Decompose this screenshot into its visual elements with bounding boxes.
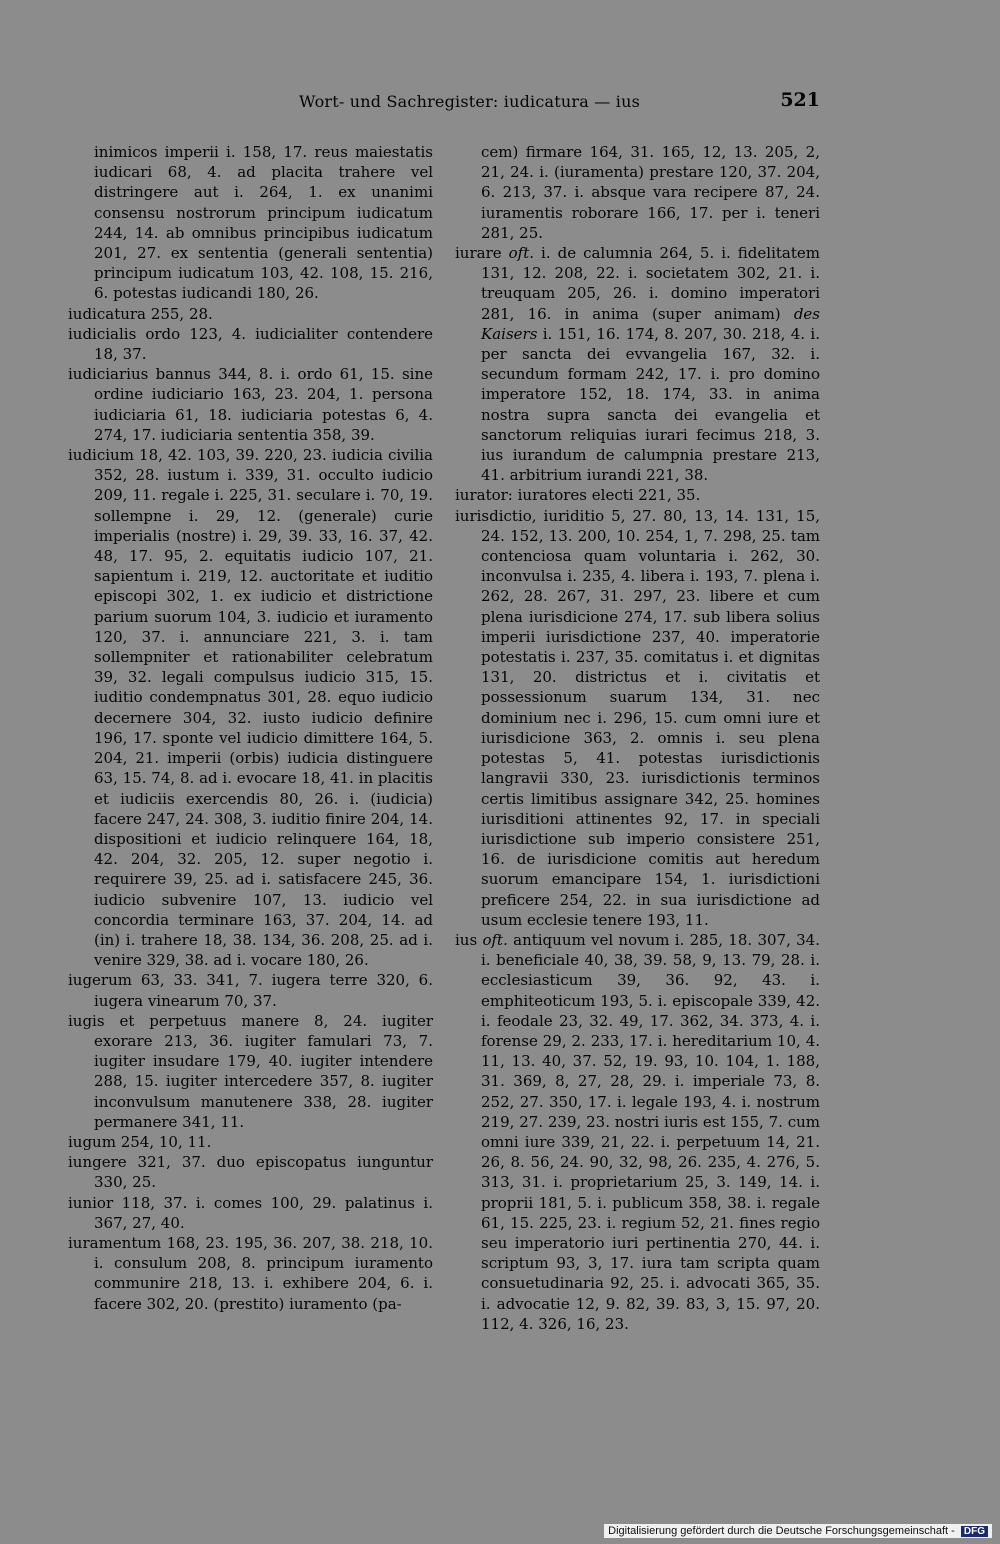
index-entry: iungere 321, 37. duo episcopatus iunguntur 330, 25. [68, 1153, 433, 1192]
dfg-logo-icon: DFG [961, 1526, 988, 1537]
index-column-right [455, 142, 820, 1334]
page-number: 521 [780, 89, 820, 111]
index-entry: inimicos imperii i. 158, 17. reus maiestatis iudicari 68, 4. ad placita trahere vel distringere aut i. 264, 1. ex unanimi consensu nostrorum principum iudicatum 244, 14. ab omnibus principibus iudicatum 201, 27. ex sententia (generali sententia) principum iudicatum 103, 42. 108, 15. 216, 6. potestas iudicandi 180, 26. [94, 143, 433, 303]
index-entry: iudicium 18, 42. 103, 39. 220, 23. iudicia civilia 352, 28. iustum i. 339, 31. occulto iudicio 209, 11. regale i. 225, 31. seculare i. 70, 19. sollempne i. 29, 12. (generale) curie imperialis (nostre) i. 29, 39. 33, 16. 37, 42. 48, 17. 95, 2. equitatis iudicio 107, 21. sapientum i. 219, 12. auctoritate et iuditio episcopi 302, 1. ex iudicio et districtione parium suorum 104, 3. iudicio et iuramento 120, 37. i. annunciare 221, 3. i. tam sollempniter et rationabiliter celebratum 39, 32. legali compulsus iudicio 315, 15. iuditio condempnatus 301, 28. equo iudicio decernere 304, 32. iusto iudicio definire 196, 17. sponte vel iudicio dimittere 164, 5. 204, 21. imperii (orbis) iudicia distinguere 63, 15. 74, 8. ad i. evocare 18, 41. in placitis et iudiciis exercendis 80, 26. i. (iudicia) facere 247, 24. 308, 3. iuditio finire 204, 14. dispositioni et iudicio relinquere 164, 18, 42. 204, 32. 205, 12. super negotio i. requirere 39, 25. ad i. satisfacere 245, 36. iudicio subvenire 107, 13. iudicio vel concordia terminare 163, 37. 204, 14. ad (in) i. trahere 18, 38. 134, 36. 208, 25. ad i. venire 329, 38. ad i. vocare 180, 26. [68, 446, 433, 970]
index-entry: iudicatura 255, 28. [68, 304, 213, 323]
index-entry: iurisdictio, iuriditio 5, 27. 80, 13, 14. 131, 15, 24. 152, 13. 200, 10. 254, 1, 7. 298, 25. tam contenciosa quam voluntaria i. 262, 30. inconvulsa i. 235, 4. libera i. 193, 7. plena i. 262, 28. 267, 31. 297, 23. libere et cum plena iurisdicione 274, 17. sub libera solius imperii iurisdictione 237, 40. imperatorie potestatis i. 237, 35. comitatus i. et dignitas 131, 20. districtus et i. civitatis et possessionum suarum 134, 31. nec dominium nec i. 296, 15. cum omni iure et iurisdicione 363, 2. omnis i. seu plena potestas 5, 41. potestas iurisdictionis langravii 330, 23. iurisdictionis terminos certis limitibus assignare 342, 25. homines iurisditioni attinentes 92, 17. in speciali iurisdictione sub imperio consistere 251, 16. de iurisdicione comitis aut heredum suorum emancipare 154, 1. iurisdictioni preficere 254, 22. in sua iurisdictione ad usum ecclesie tenere 193, 11. [455, 506, 820, 929]
footer-credit [604, 1524, 992, 1538]
index-entry: cem) firmare 164, 31. 165, 12, 13. 205, 2, 21, 24. i. (iuramenta) prestare 120, 37. 204, 6. 213, 37. i. absque vara recipere 87, 24. iuramentis roborare 166, 17. per i. teneri 281, 25. [481, 143, 820, 242]
running-title: Wort- und Sachregister: iudicatura — ius [299, 92, 640, 111]
index-entry: iugis et perpetuus manere 8, 24. iugiter exorare 213, 36. iugiter famulari 73, 7. iugiter insudare 179, 40. iugiter intendere 288, 15. iugiter intercedere 357, 8. iugiter inconvulsum manutenere 338, 28. iugiter permanere 341, 11. [68, 1011, 433, 1131]
index-column-left [68, 142, 433, 1314]
index-entry: iurare oft. i. de calumnia 264, 5. i. fidelitatem 131, 12. 208, 22. i. societatem 302, 21. i. treuquam 205, 26. i. domino imperatori 281, 16. in anima (super animam) des Kaisers i. 151, 16. 174, 8. 207, 30. 218, 4. i. per sancta dei evvangelia 167, 32. i. secundum formam 242, 17. i. pro domino imperatore 152, 18. 174, 33. in anima nostra supra sancta dei evangelia et sanctorum reliquias iurari fecimus 218, 3. ius iurandum de calumpnia prestare 213, 41. arbitrium iurandi 221, 38. [455, 244, 820, 485]
index-entry: iuramentum 168, 23. 195, 36. 207, 38. 218, 10. i. consulum 208, 8. principum iuramento communire 218, 13. i. exhibere 204, 6. i. facere 302, 20. (prestito) iuramento (pa- [68, 1233, 433, 1313]
index-entry: ius oft. antiquum vel novum i. 285, 18. 307, 34. i. beneficiale 40, 38, 39. 58, 9, 13. 79, 28. i. ecclesiasticum 39, 36. 92, 43. i. emphiteoticum 193, 5. i. episcopale 339, 42. i. feodale 23, 32. 49, 17. 362, 34. 373, 4. i. forense 29, 2. 233, 17. i. hereditarium 10, 4. 11, 13. 40, 37. 52, 19. 93, 10. 104, 1. 188, 31. 369, 8, 27, 28, 29. i. imperiale 73, 8. 252, 27. 350, 17. i. legale 193, 4. i. nostrum 219, 27. 239, 23. nostri iuris est 155, 7. cum omni iure 339, 21, 22. i. perpetuum 14, 21. 26, 8. 56, 24. 90, 32, 98, 26. 235, 4. 276, 5. 313, 31. i. proprietarium 25, 3. 149, 14. i. proprii 181, 5. i. publicum 358, 38. i. regale 61, 15. 225, 23. i. regium 52, 21. fines regio seu imperatorio iuri pertinentia 270, 44. i. scriptum 93, 3, 17. iura tam scripta quam consuetudinaria 92, 25. i. advocati 365, 35. i. advocatie 12, 9. 82, 39. 83, 3, 15. 97, 20. 112, 4. 326, 16, 23. [455, 930, 820, 1333]
index-entry: iugerum 63, 33. 341, 7. iugera terre 320, 6. iugera vinearum 70, 37. [68, 971, 433, 1010]
index-entry: iudicialis ordo 123, 4. iudicialiter contendere 18, 37. [68, 324, 433, 364]
index-entry: iunior 118, 37. i. comes 100, 29. palatinus i. 367, 27, 40. [68, 1193, 433, 1232]
index-entry: iugum 254, 10, 11. [68, 1132, 212, 1151]
page-header [60, 89, 820, 118]
index-entry: iurator: iuratores electi 221, 35. [455, 486, 701, 505]
footer-credit-text: Digitalisierung gefördert durch die Deutsche Forschungsgemeinschaft - [608, 1525, 955, 1537]
index-entry: iudiciarius bannus 344, 8. i. ordo 61, 15. sine ordine iudiciario 163, 23. 204, 1. persona iudiciaria 61, 18. iudiciaria potestas 6, 4. 274, 17. iudiciaria sententia 358, 39. [68, 365, 433, 444]
